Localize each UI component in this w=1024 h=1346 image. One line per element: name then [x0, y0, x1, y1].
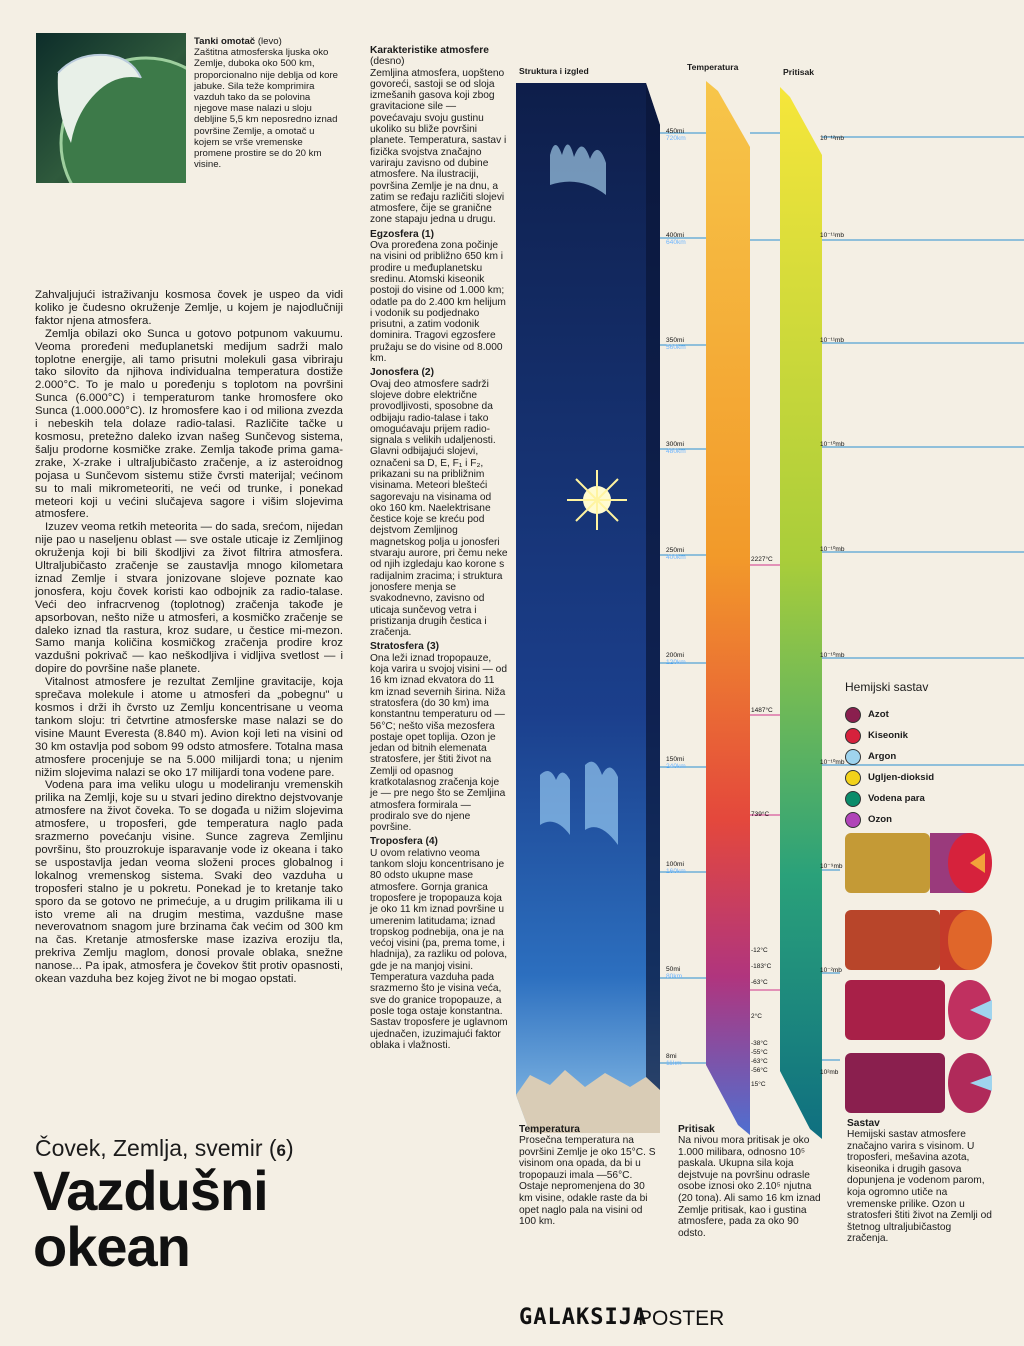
legend-item: Ozon — [845, 809, 1015, 830]
altitude-label: 200mi 120km — [666, 652, 686, 666]
legend-title: Hemijski sastav — [845, 680, 929, 694]
main-article-text — [35, 289, 343, 986]
pressure-label: 10⁻¹⁰mb — [820, 546, 845, 553]
paragraph: Zahvaljujući istraživanju kosmosa čovek je uspeo da vidi koliko je čudesno okruženje Zemlje, u kojem je najodlučniji faktor njena atmosfera. — [35, 289, 343, 327]
char-title: Karakteristike atmosfere — [370, 45, 489, 56]
stratosphere-title: Stratosfera (3) — [370, 641, 440, 653]
legend-item: Vodena para — [845, 788, 1015, 809]
temperature-caption: Temperatura Prosečna temperatura na površini Zemlje je oko 15°C. S visinom ona opada, da bi u tropopauzi imala —56°C. Ostaje nepromenjena do 30 km visine, odakle raste da bi opet naglo pala na visini od 100 km. — [519, 1124, 656, 1228]
troposphere-body: U ovom relativno veoma tankom sloju koncentrisano je 80 odsto ukupne mase atmosfere. Gornja granica troposfere je tropopauza koja je oko 11 km iznad površine u umerenim latitudama; iznad tropskog podnebija, ona je na većoj visini (pa, prema tome, i hladnija), za razliku od polova, gde je na manjoj visini. Temperatura vazduha pada srazmerno što je visina veća, sve do granice tropopauze, a posle toga ostaje konstantna. Sastav troposfere je uglavnom ujednačen, izuzimajući faktor oblaka i vlažnosti. — [370, 847, 508, 1051]
temp-label: -183°C — [751, 963, 772, 970]
paragraph: Vitalnost atmosfere je rezultat Zemljine gravitacije, koja sprečava molekule i atome u atmosferi da „pobegnu" u kosmos i drži ih čvrsto uz Zemlju koncentrisane u veoma tankom sloju: tri četvrtine atmosferske mase nalazi se do visine Maunt Everesta (8.840 m). Avion koji leti na visini od 30 km ostavlja pod sobom 99 odsto atmosfere. Totalna masa atmosfere procenjuje se na 5.000 milijardi tona; u njenim nižim slojevima nalazi se oko 17 milijardi tona vodene pare. — [35, 676, 343, 779]
composition-legend — [845, 704, 1015, 830]
altitude-label: 350mi 560km — [666, 337, 686, 351]
paragraph: Zemlja obilazi oko Sunca u gotovo potpunom vakuumu. Veoma proređeni međuplanetski medijum sadrži malo toplotne energije, ali tamo prisutni molekuli gasa vibriraju tako silovito da njihova individualna temperatura dostiže 2.000°C. To je malo u poređenju s toplotom na površini Sunca (6.000°C) i temperaturom tanke hromosfere oko Sunca (1.000.000°C). Iz hromosfere kao i od miliona zvezda i nebeskih tela dolaze radio-talasi. Različite tačke u kosmosu, pretežno daleko izvan našeg Sunčevog sistema, šalju prodorne kosmičke zrake. Zemlja takođe prima gama-zrake, X-zrake i ultraljubičasto zračenje, a iz asteroidnog pojasa u Sunčevom sistemu stiže čvrsti materijal; većinom su to mali mikrometeoriti, ne veći od trunke, i ponekad meteori koji u većini slučajeva sagore i višim slojevima atmosfere. — [35, 327, 343, 521]
title-line2: okean — [33, 1215, 190, 1278]
pressure-label: 10²mb — [820, 1069, 839, 1076]
intro-note-direction: (levo) — [257, 36, 282, 47]
vodena-para-dot-icon — [845, 791, 861, 807]
legend-item: Ugljen-dioksid — [845, 767, 1015, 788]
pressure-label: 10⁻²mb — [820, 967, 842, 974]
intro-note — [194, 36, 340, 170]
temp-label: -55°C — [751, 1049, 768, 1056]
series-number: 6 — [276, 1141, 287, 1160]
altitude-label: 8mi 11km — [666, 1053, 682, 1067]
stratosphere-body: Ona leži iznad tropopauze, koja varira u svojoj visini — od 16 km iznad ekvatora do 11 km iznad severnih širina. Niža stratosfera (do 30 km) ima konstantnu temperaturu od —56°C; nešto viša mezosfera postaje opet toplija. Ozon je jedan od bitnih elemenata stratosfere, jer štiti život na Zemlji od opasnog kratkotalasnog zračenja koje je — pre nego što se Zemljina atmosfera formirala — prodiralo sve do njene površine. — [370, 652, 508, 834]
altitude-label: 250mi 400km — [666, 547, 686, 561]
intro-note-title: Tanki omotač — [194, 36, 256, 47]
ozon-dot-icon — [845, 812, 861, 828]
temp-label: 739°C — [751, 811, 770, 818]
sun-icon — [567, 470, 627, 530]
paragraph: Izuzev veoma retkih meteorita — do sada, srećom, nijedan nije pao u naseljenu oblast — sve ostale uticaje iz Zemljinog okruženja koji bi bili škodljivi za život filtrira atmosfera. Ultraljubičasto zračenje se zaustavlja mnogo kilometara iznad Zemlje i stvara jonizovane slojeve poznate kao jonosfera, koju čovek koristi kao odbojnik za radio-talase. Veći deo infracrvenog (toplotnog) zračenja takođe je apsorbovan, nešto niže u atmosferi, a kosmičko zračenje se daleko iznad tla rastura, kroz sudare, u čestice mi-mezon. Samo manja količina kosmičkog zračenja prodire kroz vazdušni pokrivač — kao neškodljiva i vidljiva svetlost — i dopire do površine naše planete. — [35, 521, 343, 676]
pressure-label: 10⁻¹⁰mb — [820, 652, 845, 659]
temp-label: -63°C — [751, 979, 768, 986]
azot-dot-icon — [845, 707, 861, 723]
temp-label: 2227°C — [751, 556, 773, 563]
temp-label: -63°C — [751, 1058, 768, 1065]
pressure-caption: Pritisak Na nivou mora pritisak je oko 1.000 milibara, odnosno 10⁵ paskala. Ukupna sila koja dejstvuje na površinu odrasle osobe iznosi oko 2.10⁵ njutna (20 tona). Ali samo 16 km iznad Zemlje pritisak, kao i gustina atmosfere, pada za oko 90 odsto. — [678, 1124, 821, 1239]
altitude-label: 50mi 80km — [666, 966, 683, 980]
col-structure-header: Struktura i izgled — [519, 66, 589, 76]
legend-item: Kiseonik — [845, 725, 1015, 746]
troposphere-title: Troposfera (4) — [370, 836, 438, 848]
intro-note-body: Zaštitna atmosferska ljuska oko Zemlje, duboka oko 500 km, proporcionalno nije deblja od kore jabuke. Sila teže komprimira vazduh tako da se polovina njegove mase nalazi u sloju debljine 5,5 km neposredno iznad površine Zemlje, a omotač u kojem se vrše vremenske promene prostire se do 20 km visine. — [194, 47, 339, 171]
col-pressure-header: Pritisak — [783, 67, 815, 77]
pressure-label: 10⁻¹⁰mb — [820, 441, 845, 448]
altitude-label: 450mi 720km — [666, 128, 686, 142]
pressure-label: 10⁻¹⁰mb — [820, 759, 845, 766]
earth-shell-photo — [36, 33, 186, 183]
ionosphere-body: Ovaj deo atmosfere sadrži slojeve dobre električne provodljivosti, sposobne da odbijaju radio-talase i tako omogućavaju prijem radio-signala s velikih udaljenosti. Glavni odbijajući slojevi, označeni sa D, E, F₁ i F₂, prikazani su na približnim visinama. Meteori blešteći sagorevaju na visinama od oko 160 km. Naelektrisane čestice koje se kreću pod dejstvom Zemljinog magnetskog polja u jonosferi stvaraju aurore, pri čemu neke od njih izgledaju kao korone s radijalnim zracima; i struktura jonosfere menja se svakodnevno, zavisno od uticaja sunčevog vetra i pristizanja drugih čestica i zračenja. — [370, 378, 508, 639]
char-body: Zemljina atmosfera, uopšteno govoreći, sastoji se od sloja izmešanih gasova koji zbog gravitacione sile — povećavaju svoju gustinu ukoliko su bliže površini planete. Temperatura, sastav i fizička svojstva značajno variraju zavisno od dubine atmosfere. Na ilustraciji, površina Zemlje je na dnu, a zatim se ređaju različiti slojevi atmosfere, čije se granične zone stapaju jedna u drugu. — [370, 67, 507, 226]
series-title: Čovek, Zemlja, svemir (6) — [35, 1135, 294, 1161]
paragraph: Vodena para ima veliku ulogu u modeliranju vremenskih prilika na Zemlji, koje su u stvari jedino direktno dejstvovanje atmosfere na život čoveka. To se događa u nižim slojevima atmosfere, u troposferi, gde temperatura naglo pada srazmerno povećanju visine. Sunce zagreva Zemljinu površinu, što prouzrokuje isparavanje vode iz okeana i tako se uspostavlja jedan veoma složeni proces globalnog i lokalnog vremenskog sistema. Svaki deo vazduha u troposferi stalno je u pokretu. Ponekad je to kretanje tako sporo da se gotovo ne primećuje, a u drugim prilikama ili u isto vreme ali na drugim mestima, vazdušne mase neverovatnom snagom jure brzinama čak većim od 300 km na čas. Kretanje atmosferske mase izaziva eroziju tla, prekriva Zemlju maglom, donosi provale oblaka, snežne nanose... Pa ipak, atmosfera je čovekov štit protiv opasnosti, okean vazduha bez kojeg život ne bi mogao opstati. — [35, 779, 343, 986]
temperature-band — [706, 81, 750, 1135]
co2-dot-icon — [845, 770, 861, 786]
altitude-label: 150mi 240km — [666, 756, 686, 770]
ionosphere-title: Jonosfera (2) — [370, 367, 434, 379]
page-title — [33, 1159, 268, 1278]
pressure-label: 10⁻¹²mb — [820, 135, 845, 142]
kiseonik-dot-icon — [845, 728, 861, 744]
exosphere-body: Ova proređena zona počinje na visini od približno 650 km i prodire u međuplanetsku sredinu. Atomski kiseonik postoji do visine od 1.000 km; odatle pa do 2.400 km helijum i vodonik su podjednako prisutni, a zatim vodonik dominira. Tragovi egzosfere pružaju se do visine od 8.000 km. — [370, 240, 506, 365]
composition-cylinders — [845, 833, 992, 1113]
pressure-label: 10⁻¹¹mb — [820, 232, 845, 239]
structure-column — [516, 83, 660, 1133]
galaksija-logo: GALAKSIJA — [519, 1305, 648, 1330]
series-title-text: Čovek, Zemlja, svemir — [35, 1135, 263, 1161]
pressure-band — [780, 87, 822, 1139]
exosphere-title: Egzosfera (1) — [370, 228, 434, 240]
temp-label: -38°C — [751, 1040, 768, 1047]
pressure-label: 10⁻¹¹mb — [820, 337, 845, 344]
temp-label: 2°C — [751, 1013, 762, 1020]
altitude-label: 100mi 160km — [666, 861, 686, 875]
altitude-label: 300mi 480km — [666, 441, 686, 455]
temp-label: 15°C — [751, 1081, 766, 1088]
title-line1: Vazdušni — [33, 1159, 268, 1222]
composition-caption: Sastav Hemijski sastav atmosfere značajno varira s visinom. U troposferi, mešavina azota, kiseonika i drugih gasova dopunjena je vodenom parom, koja ogromno utiče na vremenske prilike. Ozon u stratosferi štiti život na Zemlji od štetnog ultraljubičastog zračenja. — [847, 1118, 992, 1245]
atmosphere-layers-text — [370, 42, 508, 1051]
temp-label: 1487°C — [751, 707, 773, 714]
legend-item: Argon — [845, 746, 1015, 767]
legend-item: Azot — [845, 704, 1015, 725]
temp-label: -12°C — [751, 947, 768, 954]
poster-label: POSTER — [638, 1307, 725, 1330]
pressure-label: 10⁻⁹mb — [820, 863, 843, 870]
argon-dot-icon — [845, 749, 861, 765]
col-temperature-header: Temperatura — [687, 62, 739, 72]
char-direction: (desno) — [370, 56, 405, 68]
altitude-label: 400mi 640km — [666, 232, 686, 246]
temp-label: -56°C — [751, 1067, 768, 1074]
